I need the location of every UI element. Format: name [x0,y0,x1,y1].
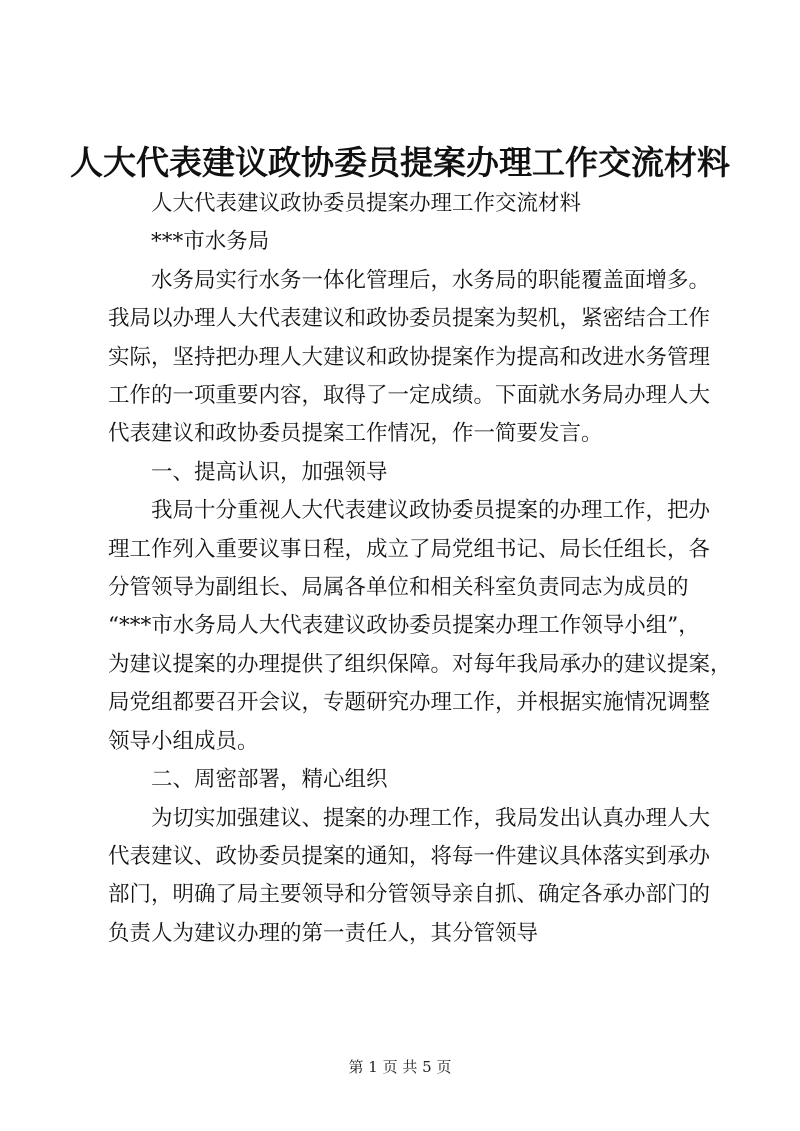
text-line: 代表建议和政协委员提案工作情况，作一简要发言。 [108,421,603,447]
document-author: ***市水务局 [151,229,270,255]
text-line: 我局以办理人大代表建议和政协委员提案为契机，紧密结合工作 [108,306,711,332]
text-line: 理工作列入重要议事日程，成立了局党组书记、局长任组长，各 [108,536,711,562]
section-heading-1 [108,454,712,492]
page-indicator: 第 1 页 共 5 页 [348,1058,452,1076]
heading-line: 二、周密部署，精心组织 [151,767,388,793]
text-line: 我局十分重视人大代表建议政协委员提案的办理工作，把办 [151,498,711,524]
heading-line: 一、提高认识，加强领导 [151,459,388,485]
document-title: 人大代表建议政协委员提案办理工作交流材料 [70,143,730,182]
text-line: 代表建议、政协委员提案的通知，将每一件建议具体落实到承办 [108,843,711,869]
text-line: 局党组都要召开会议，专题研究办理工作，并根据实施情况调整 [108,690,711,716]
text-line: “***市水务局人大代表建议政协委员提案办理工作领导小组”， [108,613,700,639]
document-subtitle: 人大代表建议政协委员提案办理工作交流材料 [151,191,582,216]
text-line: 为切实加强建议、提案的办理工作，我局发出认真办理人大 [151,805,711,831]
section-heading-2 [108,761,712,799]
text-line: 水务局实行水务一体化管理后，水务局的职能覆盖面增多。 [151,267,711,293]
paragraph-section-1 [108,492,732,761]
text-line: 负责人为建议办理的第一责任人，其分管领导 [108,920,539,946]
text-line: 领导小组成员。 [108,728,259,754]
paragraph-intro [108,262,712,454]
text-line: 分管领导为副组长、局属各单位和相关科室负责同志为成员的 [108,575,689,601]
page-footer [0,1056,800,1078]
text-line: 部门，明确了局主要领导和分管领导亲自抓、确定各承办部门的 [108,882,711,908]
document-body [108,185,732,953]
text-line: 工作的一项重要内容，取得了一定成绩。下面就水务局办理人大 [108,383,711,409]
text-line: 实际，坚持把办理人大建议和政协提案作为提高和改进水务管理 [108,344,711,370]
paragraph-section-2 [108,800,712,954]
text-line: 为建议提案的办理提供了组织保障。对每年我局承办的建议提案， [108,651,732,677]
